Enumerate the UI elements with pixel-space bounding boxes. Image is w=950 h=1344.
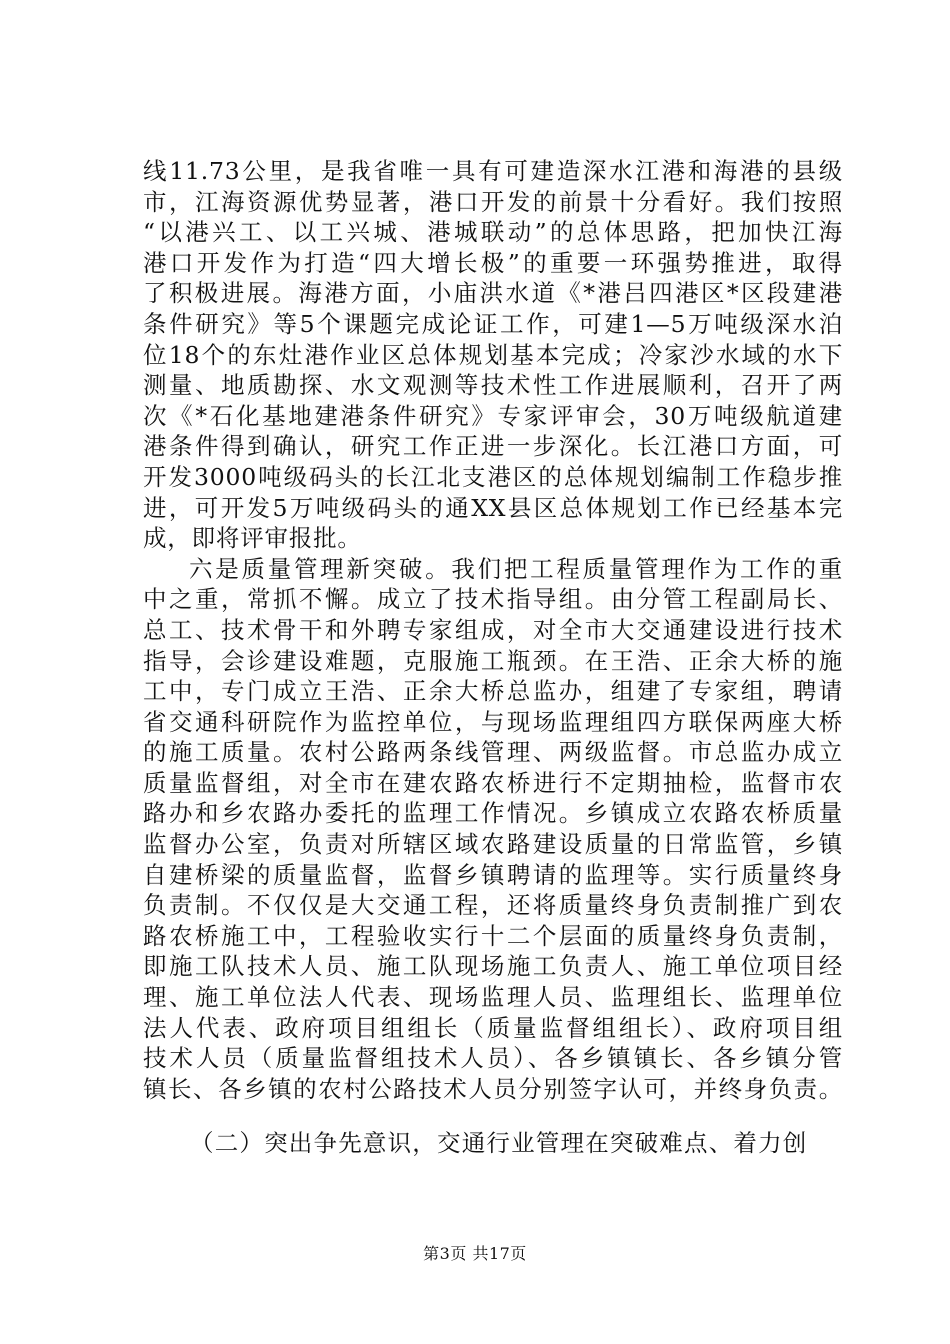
text-line: 中之重，常抓不懈。成立了技术指导组。由分管工程副局长、 [143, 585, 843, 614]
text-line: 理、施工单位法人代表、现场监理人员、监理组长、监理单位 [143, 983, 843, 1012]
paragraph-quality-management [143, 554, 843, 1105]
text-line: “以港兴工、以工兴城、港城联动”的总体思路，把加快江海 [143, 218, 843, 247]
text-line: 位18个的东灶港作业区总体规划基本完成；冷家沙水域的水下 [143, 340, 843, 369]
text-line: 工中，专门成立王浩、正余大桥总监办，组建了专家组，聘请 [143, 677, 843, 706]
text-line: 成，即将评审报批。 [143, 524, 362, 553]
text-line: 次《*石化基地建港条件研究》专家评审会，30万吨级航道建 [143, 401, 843, 430]
text-line: 路办和乡农路办委托的监理工作情况。乡镇成立农路农桥质量 [143, 799, 843, 828]
text-line: 六是质量管理新突破。我们把工程质量管理作为工作的重 [189, 554, 843, 583]
text-line: 的施工质量。农村公路两条线管理、两级监督。市总监办成立 [143, 738, 843, 767]
text-line: 港口开发作为打造“四大增长极”的重要一环强势推进，取得 [143, 248, 843, 277]
page-number-footer: 第3页 共17页 [423, 1244, 527, 1263]
body-text [143, 156, 843, 1104]
text-line: 镇长、各乡镇的农村公路技术人员分别签字认可，并终身负责。 [143, 1074, 843, 1103]
text-line: 开发3000吨级码头的长江北支港区的总体规划编制工作稳步推 [143, 462, 843, 491]
paragraph-port-development [143, 156, 843, 554]
text-line: 指导，会诊建设难题，克服施工瓶颈。在王浩、正余大桥的施 [143, 646, 843, 675]
text-line: 负责制。不仅仅是大交通工程，还将质量终身负责制推广到农 [143, 891, 843, 920]
section-heading: （二）突出争先意识，交通行业管理在突破难点、着力创 [190, 1129, 808, 1157]
text-line: 自建桥梁的质量监督，监督乡镇聘请的监理等。实行质量终身 [143, 860, 843, 889]
text-line: 质量监督组，对全市在建农路农桥进行不定期抽检，监督市农 [143, 768, 843, 797]
text-line: 了积极进展。海港方面，小庙洪水道《*港吕四港区*区段建港 [143, 279, 843, 308]
text-line: 路农桥施工中，工程验收实行十二个层面的质量终身负责制， [143, 921, 843, 950]
text-line: 技术人员（质量监督组技术人员）、各乡镇镇长、各乡镇分管 [143, 1044, 843, 1073]
text-line: 法人代表、政府项目组组长（质量监督组组长）、政府项目组 [143, 1013, 843, 1042]
text-line: 监督办公室，负责对所辖区域农路建设质量的日常监管，乡镇 [143, 830, 843, 859]
text-line: 总工、技术骨干和外聘专家组成，对全市大交通建设进行技术 [143, 615, 843, 644]
text-line: 条件研究》等5个课题完成论证工作，可建1—5万吨级深水泊 [143, 309, 843, 338]
text-line: 线11.73公里，是我省唯一具有可建造深水江港和海港的县级 [143, 157, 843, 185]
text-line: 进，可开发5万吨级码头的通XX县区总体规划工作已经基本完 [143, 493, 843, 522]
text-line: 即施工队技术人员、施工队现场施工负责人、施工单位项目经 [143, 952, 843, 981]
text-line: 市，江海资源优势显著，港口开发的前景十分看好。我们按照 [143, 187, 843, 216]
text-line: 测量、地质勘探、水文观测等技术性工作进展顺利，召开了两 [143, 371, 843, 400]
text-line: 港条件得到确认，研究工作正进一步深化。长江港口方面，可 [143, 432, 843, 461]
text-line: 省交通科研院作为监控单位，与现场监理组四方联保两座大桥 [143, 707, 843, 736]
